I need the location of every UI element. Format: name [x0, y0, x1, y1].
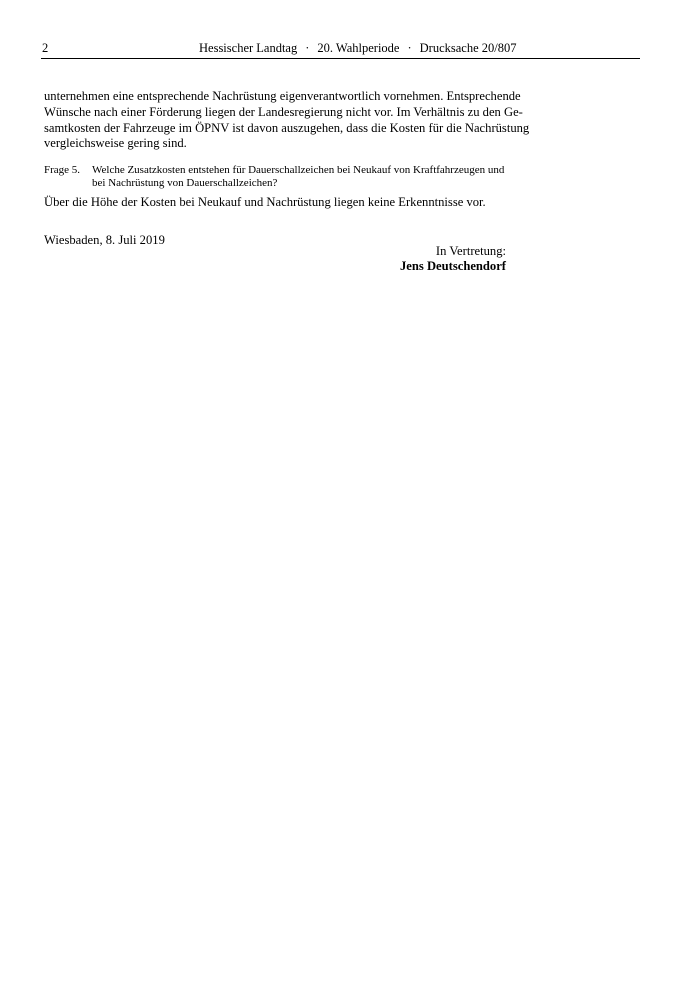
place-date: Wiesbaden, 8. Juli 2019 [44, 233, 165, 247]
question-label: Frage 5. [44, 164, 81, 176]
document-number: Drucksache 20/807 [419, 41, 517, 55]
signature-role: In Vertretung: [435, 244, 506, 258]
header-separator: · [407, 41, 412, 55]
header-info [199, 41, 517, 56]
signature-name: Jens Deutschendorf [400, 259, 506, 273]
legislative-period: 20. Wahlperiode [317, 41, 400, 55]
header-separator: · [305, 41, 310, 55]
answer-text: Über die Höhe der Kosten bei Neukauf und Nachrüstung liegen keine Erkenntnisse vor. [44, 195, 486, 209]
paragraph-line: Wünsche nach einer Förderung liegen der Landesregierung nicht vor. Im Verhältnis zu den Ge- [44, 104, 523, 119]
question-text: Welche Zusatzkosten entstehen für Dauerschallzeichen bei Neukauf von Kraftfahrzeugen und bei Nachrüstung von Dauerschallzeichen? [92, 164, 505, 189]
parliament-name: Hessischer Landtag [199, 41, 298, 55]
page-header [41, 41, 640, 59]
signature-block [400, 244, 506, 274]
body-text [44, 89, 530, 152]
intro-paragraph [44, 89, 530, 152]
paragraph-line: unternehmen eine entsprechende Nachrüstung eigenverantwortlich vornehmen. Entsprechende [44, 89, 521, 103]
paragraph-line: vergleichsweise gering sind. [44, 136, 187, 151]
page-number: 2 [42, 41, 49, 55]
paragraph-line: samtkosten der Fahrzeuge im ÖPNV ist davon auszugehen, dass die Kosten für die Nachrüstung [44, 120, 530, 135]
